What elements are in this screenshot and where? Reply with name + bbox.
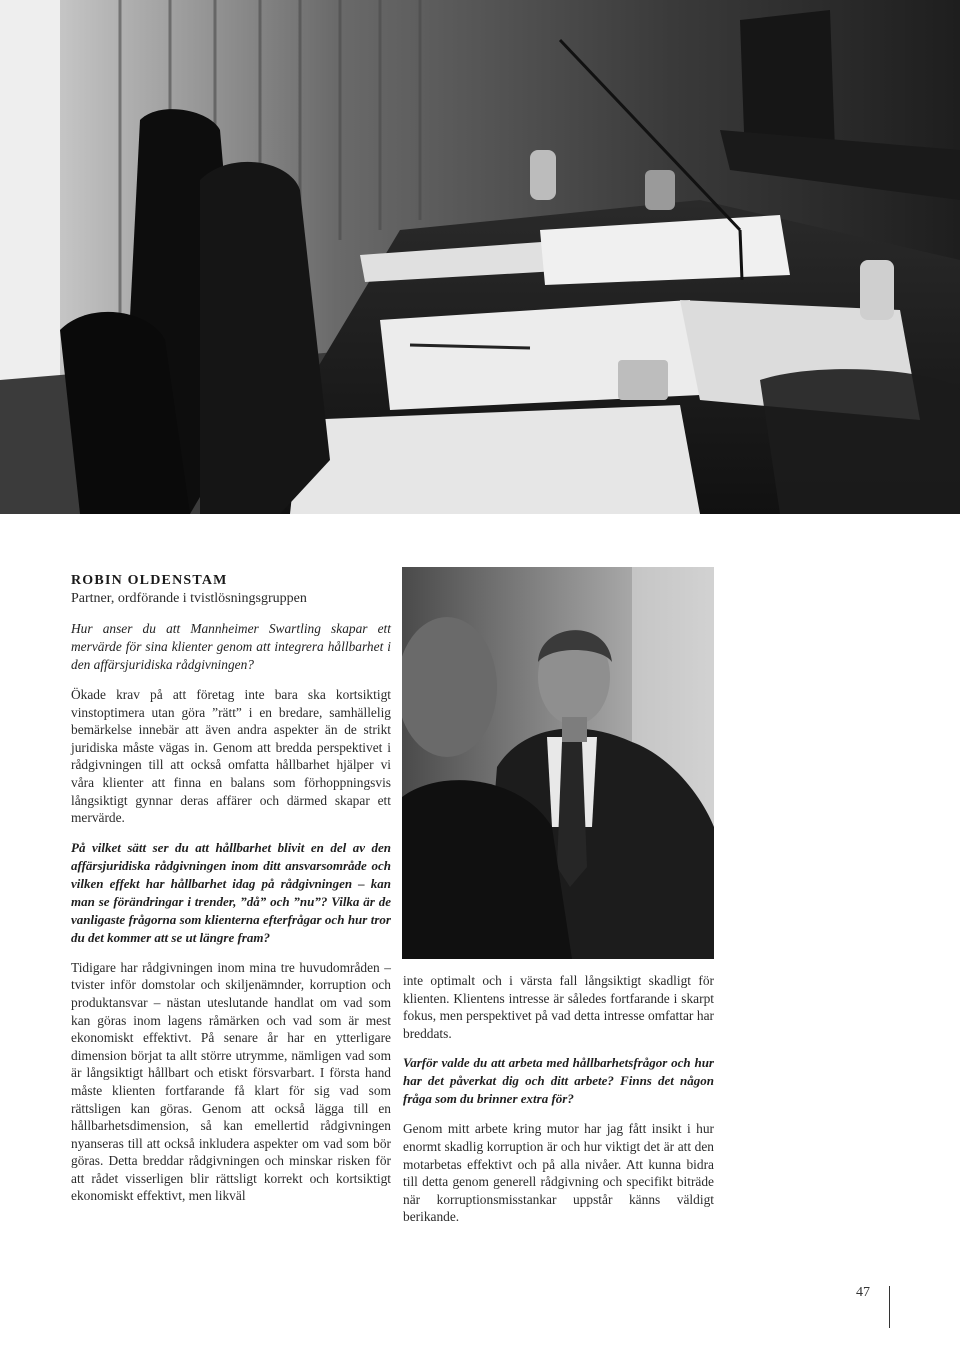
conference-room-photo [0,0,960,514]
question-3: Varför valde du att arbeta med hållbarhetsfrågor och hur har det påverkat dig och ditt arbete? Finns det någon fråga som du brinner extra för? [403,1055,714,1107]
right-column [403,972,714,1238]
answer-1: Ökade krav på att företag inte bara ska kortsiktigt vinstoptimera utan göra ”rätt” i en bredare, samhällelig bemärkelse innebär att även andra aspekter än de strikt juridiska måste vägas in. Genom att bredda perspektivet i rådgivningen till att också omfatta hållbarhet hjälper vi våra klienter att finna en balans som förhoppningsvis långsiktigt gynnar deras affärer och därmed skapar ett mervärde. [71,687,391,826]
answer-2-part-2: inte optimalt och i värsta fall långsiktigt skadligt för klienten. Klientens intresse är således fortfarande i skarpt fokus, men perspektivet på vad detta intresse omfattar har breddats. [403,973,714,1041]
portrait-photo [402,567,714,959]
author-name: ROBIN OLDENSTAM [71,573,228,588]
page-number-rule [889,1286,890,1328]
question-2: På vilket sätt ser du att hållbarhet blivit en del av den affärsjuridiska rådgivningen inom ditt ansvarsområde och vilken effekt har hållbarhet idag på rådgivningen – kan man se förändringar i trender, ”då” och ”nu”? Vilka är de vanligaste frågorna som klienterna efterfrågar och hur tror du det kommer att se ut längre fram? [71,839,391,945]
answer-3: Genom mitt arbete kring mutor har jag fått insikt i hur enormt skadlig korruption är och hur viktigt det är att den motarbetas effektivt och på alla nivåer. Att kunna bidra till detta genom generell rådgivning och specifikt biträde när korruptionsmisstankar uppstår känns väldigt berikande. [403,1121,714,1225]
left-column [71,572,391,1217]
answer-2-part-1: Tidigare har rådgivningen inom mina tre huvudområden – tvister inför domstolar och skiljenämnder, korruption och produktansvar – nästan uteslutande handlat om vad som kan göras inom lagens råmärken och vad som är mest ekonomiskt effektivt. På senare år har en ytterligare dimension börjat ta allt större utrymme, nämligen vad som är långsiktigt hållbart och etiskt försvarbart. I första hand måste klienten fortfarande få klart för sig vad som rättsligen kan göras. Genom att också lägga till en hållbarhetsdimension, så kan emellertid rådgivningen nyanseras till att också inkludera aspekter om vad som bör göras. Detta breddar rådgivningen och minskar risken för att rådet visserligen blir rättsligt korrekt och kortsiktigt ekonomiskt effektivt, men likväl [71,959,391,1204]
author-role: Partner, ordförande i tvistlösningsgruppen [71,591,307,606]
page-number: 47 [856,1285,870,1300]
question-1: Hur anser du att Mannheimer Swartling skapar ett mervärde för sina klienter genom att integrera hållbarhet i den affärsjuridiska rådgivningen? [71,621,391,672]
